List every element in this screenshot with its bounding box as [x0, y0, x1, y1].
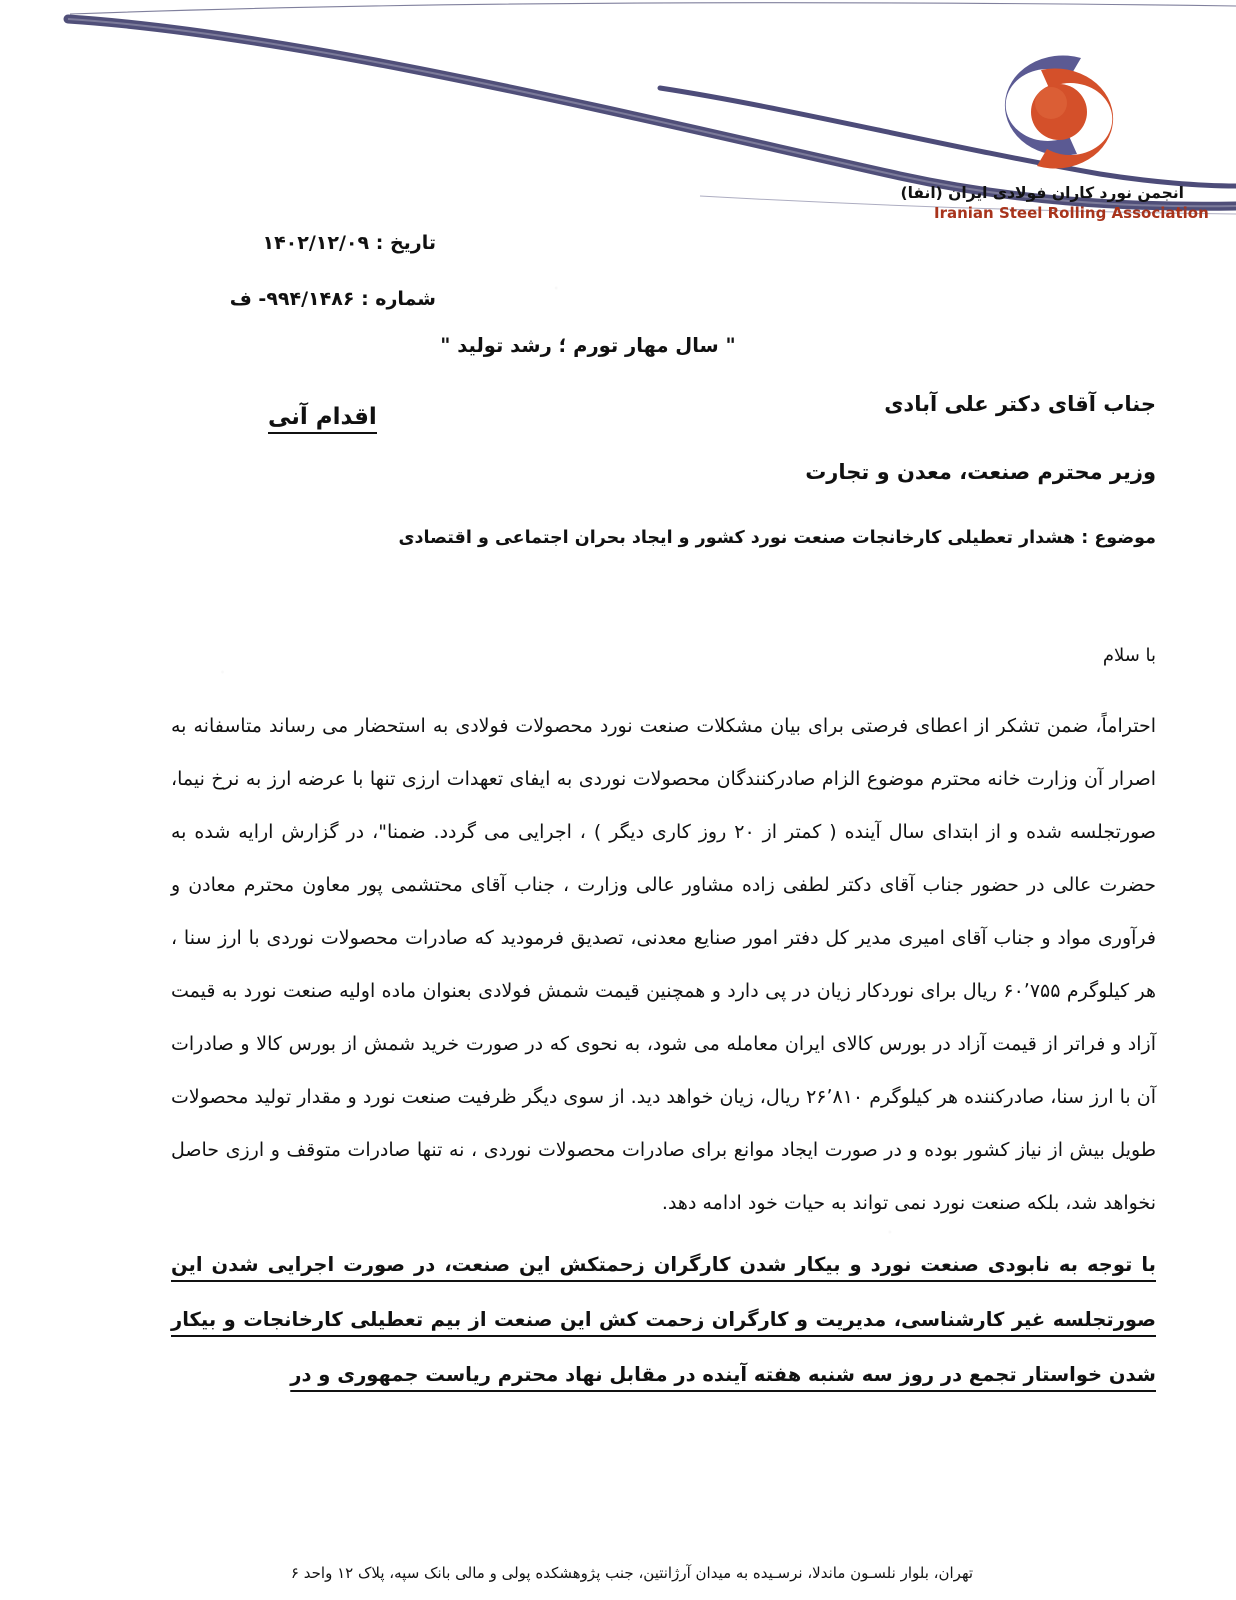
letter-closing-paragraph: با توجه به نابودی صنعت نورد و بیکار شدن کارگران زحمتکش این صنعت، در صورت اجرایی شدن این صورتجلسه غیر کارشناسی، مدیریت و کارگران زحمت کش این صنعت از بیم تعطیلی کارخانجات و بیکار شدن خواستار تجمع در روز سه شنبه هفته آینده در مقابل نهاد محترم ریاست جمهوری و در	[171, 1253, 1156, 1386]
organization-name-en: Iranian Steel Rolling Association	[934, 204, 1209, 222]
letter-number: شماره : ۹۹۴/۱۴۸۶- ف	[229, 288, 436, 310]
addressee-block	[86, 392, 1156, 484]
letter-meta	[229, 232, 436, 344]
year-slogan: " سال مهار تورم ؛ رشد تولید "	[440, 334, 736, 357]
addressee-title: وزیر محترم صنعت، معدن و تجارت	[805, 460, 1156, 484]
letter-date: تاریخ : ۱۴۰۲/۱۲/۰۹	[262, 232, 436, 254]
organization-name-fa: انجمن نورد کاران فولادی ایران (انفا)	[900, 184, 1184, 202]
letter-body-paragraph: احتراماً، ضمن تشکر از اعطای فرصتی برای بیان مشکلات صنعت نورد محصولات فولادی به استحضار می رساند متاسفانه به اصرار آن وزارت خانه محترم موضوع الزام صادرکنندگان محصولات نوردی به ایفای تعهدات ارزی تنها با عرضه ارز به نرخ نیما، صورتجلسه شده و از ابتدای سال آینده ( کمتر از ۲۰ روز کاری دیگر ) ، اجرایی می گردد. ضمنا"، در گزارش ارایه شده به حضرت عالی در حضور جناب آقای دکتر لطفی زاده مشاور عالی وزارت ، جناب آقای محتشمی پور معاون محترم معادن و فرآوری مواد و جناب آقای امیری مدیر کل دفتر امور صنایع معدنی، تصدیق فرمودید که صادرات محصولات نوردی با ارز سنا ، هر کیلوگرم ۶۰٬۷۵۵ ریال برای نوردکار زیان در پی دارد و همچنین قیمت شمش فولادی بعنوان ماده اولیه صنعت نورد به قیمت آزاد و فراتر از قیمت آزاد در بورس کالای ایران معامله می شود، به نحوی که در صورت خرید شمش از بورس کالا و صادرات آن با ارز سنا، صادرکننده هر کیلوگرم ۲۶٬۸۱۰ ریال، زیان خواهد دید. از سوی دیگر ظرفیت صنعت نورد و مقدار تولید محصولات طویل بیش از نیاز کشور بوده و در صورت ایجاد موانع برای صادرات محصولات نوردی ، نه تنها صادرات متوقف و ارزی حاصل نخواهد شد، بلکه صنعت نورد نمی تواند به حیات خود ادامه دهد.	[171, 715, 1156, 1214]
association-logo-icon	[959, 42, 1159, 182]
subject-line: موضوع : هشدار تعطیلی کارخانجات صنعت نورد کشور و ایجاد بحران اجتماعی و اقتصادی	[398, 528, 1156, 548]
footer-address: تهران، بلوار نلسـون ماندلا، نرسـیده به میدان آرژانتین، جنب پژوهشکده پولی و مالی بانک سپه، پلاک ۱۲ واحد ۶	[290, 1564, 974, 1582]
letterhead-logo-block	[900, 42, 1209, 222]
urgent-action-stamp: اقدام آنی	[268, 405, 377, 434]
greeting-line: با سلام	[1102, 645, 1156, 666]
addressee-name: جناب آقای دکتر علی آبادی	[884, 392, 1156, 416]
